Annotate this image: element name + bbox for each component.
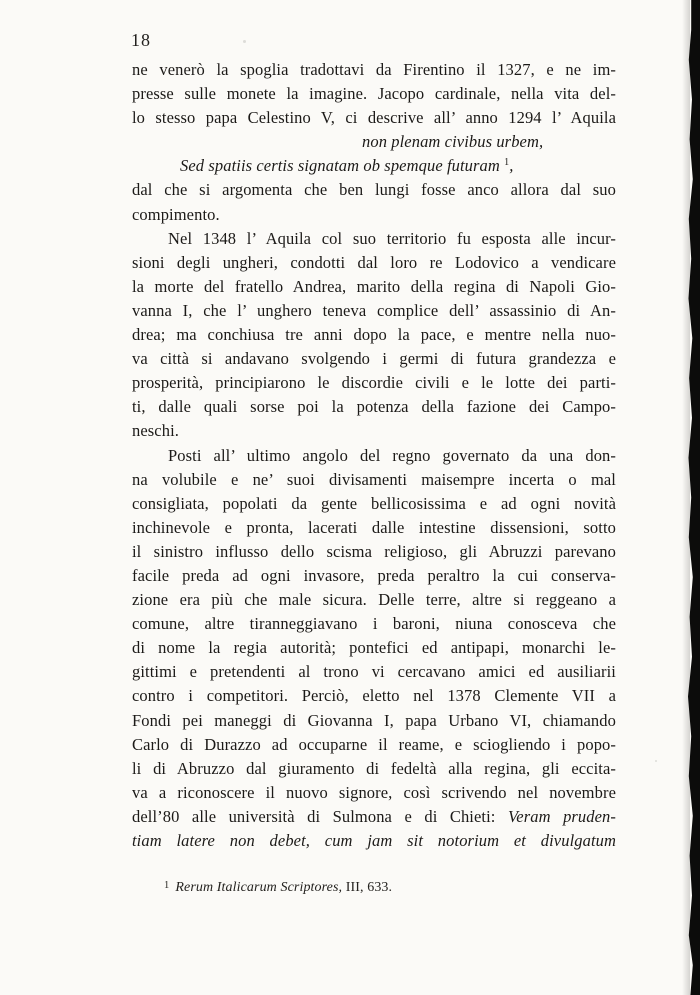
text-line: presse sulle monete la imagine. Jacopo cardinale, nella vita del- — [132, 84, 616, 104]
text-line: Nel 1348 l’ Aquila col suo territorio fu esposta alle incur- — [168, 228, 616, 248]
text-line: lo stesso papa Celestino V, ci descrive all’ anno 1294 l’ Aquila — [132, 108, 616, 128]
text-line: sioni degli ungheri, condotti dal loro re Lodovico a vendicare — [132, 252, 616, 272]
text-line: va a riconoscere il nuovo signore, così scrivendo nel novembre — [132, 782, 616, 802]
text-line: li di Abruzzo dal giuramento di fedeltà alla regina, gli eccita- — [132, 758, 616, 778]
text-segment: dell’80 alle università di Sulmona e di Chieti: — [132, 806, 508, 826]
text-line: vanna I, che l’ unghero teneva complice dell’ assassinio di An- — [132, 300, 616, 320]
text-line: neschi. — [132, 421, 179, 441]
text-line: Posti all’ ultimo angolo del regno governato da una don- — [168, 445, 616, 465]
latin-quote-line: tiam latere non debet, cum jam sit notorium et divulgatum — [132, 831, 616, 850]
latin-verse-line — [180, 154, 616, 178]
text-line: comune, altre tiranneggiavano i baroni, niuna conosceva che — [132, 614, 616, 634]
text-line: la morte del fratello Andrea, marito della regina di Napoli Gio- — [132, 276, 616, 296]
verse-text: Sed spatiis certis signatam ob spemque futuram — [180, 156, 505, 176]
text-line: contro i competitori. Perciò, eletto nel 1378 Clemente VII a — [132, 686, 616, 706]
text-line: na volubile e ne’ suoi divisamenti maisempre incerta o mal — [132, 469, 616, 489]
footnote — [164, 880, 392, 896]
footnote-reference: III, 633. — [345, 880, 393, 895]
text-line: va città si andavano svolgendo i germi di futura grandezza e — [132, 349, 616, 369]
text-line: dal che si argomenta che ben lungi fosse anco allora dal suo — [132, 180, 616, 200]
text-line: di nome la regia autorità; pontefici ed antipapi, monarchi le- — [132, 638, 616, 658]
footnote-marker: 1 — [164, 880, 170, 891]
text-line: consigliata, popolati da gente bellicosissima e ad ogni novità — [132, 493, 616, 513]
text-line: ti, dalle quali sorse poi la potenza della fazione dei Campo- — [132, 397, 616, 417]
text-block — [132, 58, 616, 853]
latin-verse-line: non plenam civibus urbem, — [362, 132, 544, 152]
scan-edge-shadow — [682, 0, 690, 995]
text-line: il sinistro influsso dello scisma religioso, gli Abruzzi parevano — [132, 541, 616, 561]
text-line: Carlo di Durazzo ad occuparne il reame, e sciogliendo i popo- — [132, 734, 616, 754]
footnote-reference-mark: 1 — [504, 157, 510, 169]
verse-tail: , — [509, 156, 514, 176]
text-line — [132, 805, 616, 829]
text-line: gittimi e pretendenti al trono vi cercavano amici ed ausiliarii — [132, 662, 616, 682]
text-line: drea; ma conchiusa tre anni dopo la pace, e mentre nella nuo- — [132, 325, 616, 345]
page-number: 18 — [131, 30, 151, 50]
latin-quote-start: Veram pruden- — [507, 806, 617, 826]
text-line: zione era più che male sicura. Delle terre, altre si reggeano a — [132, 590, 616, 610]
footnote-source-title: Rerum Italicarum Scriptores, — [175, 880, 343, 895]
paper-speck — [655, 760, 657, 762]
text-line: Fondi pei maneggi di Giovanna I, papa Urbano VI, chiamando — [132, 710, 616, 730]
text-line: prosperità, principiarono le discordie civili e le lotte dei parti- — [132, 373, 616, 393]
paper-speck — [575, 300, 577, 302]
text-line: ne venerò la spoglia tradottavi da Firentino il 1327, e ne im- — [132, 60, 616, 79]
text-line: facile preda ad ogni invasore, preda peraltro la cui conserva- — [132, 565, 616, 585]
text-line: inchinevole e pronta, lacerati dalle intestine dissensioni, sotto — [132, 517, 616, 537]
text-line: compimento. — [132, 204, 220, 224]
paper-speck — [243, 40, 246, 43]
